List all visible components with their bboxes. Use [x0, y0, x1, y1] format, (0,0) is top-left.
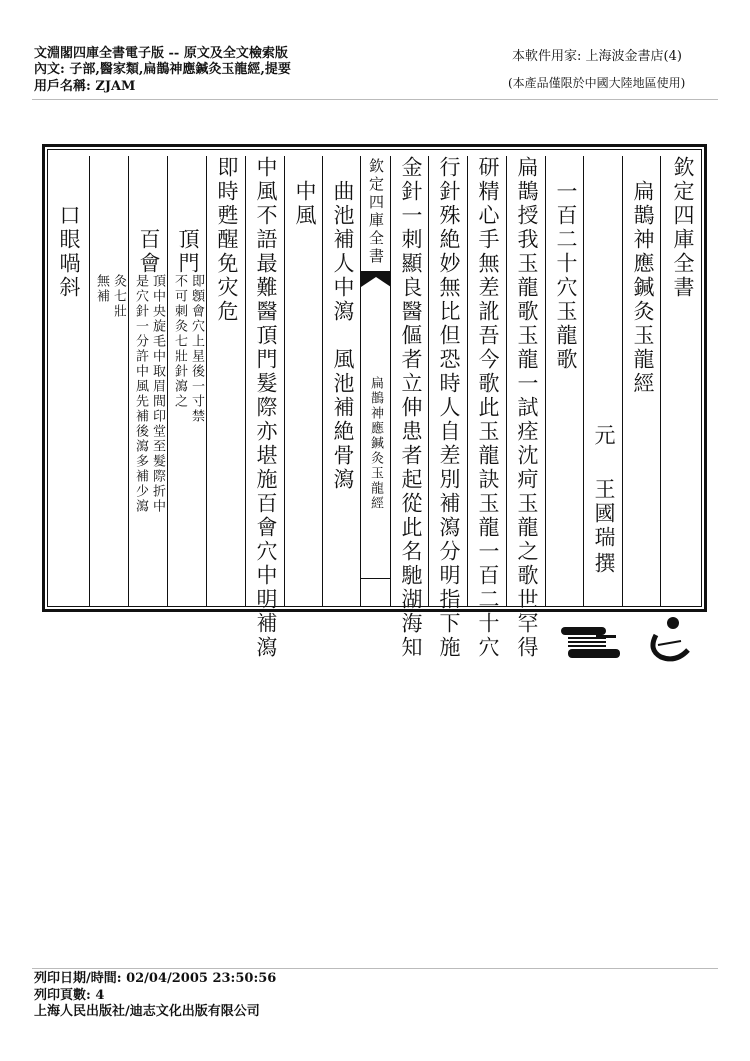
- annotation-right: 灸七壯: [111, 274, 126, 319]
- publisher-logo-icon: [556, 615, 696, 665]
- column-17: [48, 156, 89, 606]
- restriction-note: (本產品僅限於中國大陸地區使用): [508, 76, 686, 90]
- annotation-right: 即顖會穴上星後一寸禁: [189, 274, 204, 424]
- annotation-left: 是穴針一分許中風先補後瀉多補少瀉: [133, 274, 148, 514]
- column-1: [660, 156, 702, 606]
- verse-line: 風池補絶骨瀉: [331, 348, 355, 492]
- header-divider: [32, 99, 718, 100]
- verse-line: 金針一刺顯良醫傴者立伸患者起從此名馳湖海知: [399, 156, 423, 660]
- column-4: [545, 156, 583, 606]
- page-frame: [42, 144, 707, 660]
- verse-line: 扁鵲授我玉龍歌玉龍一試痊沈疴玉龍之歌世罕得: [515, 156, 539, 660]
- column-10: [322, 156, 360, 606]
- book-title: 扁鵲神應鍼灸玉龍經: [631, 180, 655, 396]
- column-12: [245, 156, 284, 660]
- fishtail-mark-icon: [361, 271, 391, 287]
- verse-line: 曲池補人中瀉: [331, 180, 355, 324]
- footer-divider: [32, 968, 718, 969]
- column-3: [583, 156, 622, 606]
- annotation-right: 頂中央旋毛中取眉間印堂至髮際折中: [150, 274, 165, 514]
- column-2: [622, 156, 660, 606]
- print-page-count: 列印頁數: 4: [34, 988, 105, 1003]
- publisher: 上海人民出版社/迪志文化出版有限公司: [34, 1004, 260, 1019]
- verse-line: 行針殊絶妙無比但恐時人自差別補瀉分明指下施: [437, 156, 461, 660]
- acupoint-name: 頂門: [176, 228, 200, 276]
- author-action: 撰: [592, 552, 616, 576]
- column-8: [390, 156, 428, 660]
- user-name: 用戶名稱: ZJAM: [34, 79, 136, 94]
- heading-zhongfeng: 中風: [293, 180, 317, 228]
- fold-divider: [361, 578, 390, 579]
- column-5: [506, 156, 545, 660]
- column-13: [206, 156, 245, 606]
- heading-kouyanwaxie: 口眼喎斜: [57, 204, 81, 300]
- annotation-left: 不可刺灸七壯針瀉之: [172, 274, 187, 409]
- column-16: [89, 156, 128, 606]
- verse-line: 中風不語最難醫頂門髮際亦堪施百會穴中明補瀉: [254, 156, 278, 660]
- section-title: 一百二十穴玉龍歌: [554, 180, 578, 372]
- column-11: [284, 156, 322, 606]
- column-14: [167, 156, 206, 606]
- verse-line: 研精心手無差訛吾今歌此玉龍訣玉龍一百二十穴: [476, 156, 500, 660]
- fold-book-title: 扁鵲神應鍼灸玉龍經: [368, 376, 383, 511]
- author-dynasty: 元: [592, 424, 616, 448]
- author-name: 王國瑞: [592, 478, 616, 550]
- publisher-logos: [556, 615, 696, 669]
- column-6: [467, 156, 506, 660]
- fold-collection-title: 欽定四庫全書: [367, 158, 385, 266]
- column-15: [128, 156, 167, 606]
- breadcrumb: 內文: 子部,醫家類,扁鵲神應鍼灸玉龍經,提要: [34, 62, 291, 77]
- center-fold: [360, 156, 390, 606]
- acupoint-name: 百會: [137, 228, 161, 276]
- collection-title: 欽定四庫全書: [671, 156, 695, 300]
- licensee: 本軟件用家: 上海波金書店(4): [512, 49, 682, 64]
- print-datetime: 列印日期/時間: 02/04/2005 23:50:56: [34, 971, 277, 986]
- annotation-left: 無補: [94, 274, 109, 304]
- verse-line: 即時甦醒免灾危: [215, 156, 239, 324]
- app-title: 文淵閣四庫全書電子版 -- 原文及全文檢索版: [34, 46, 288, 61]
- column-7: [428, 156, 467, 660]
